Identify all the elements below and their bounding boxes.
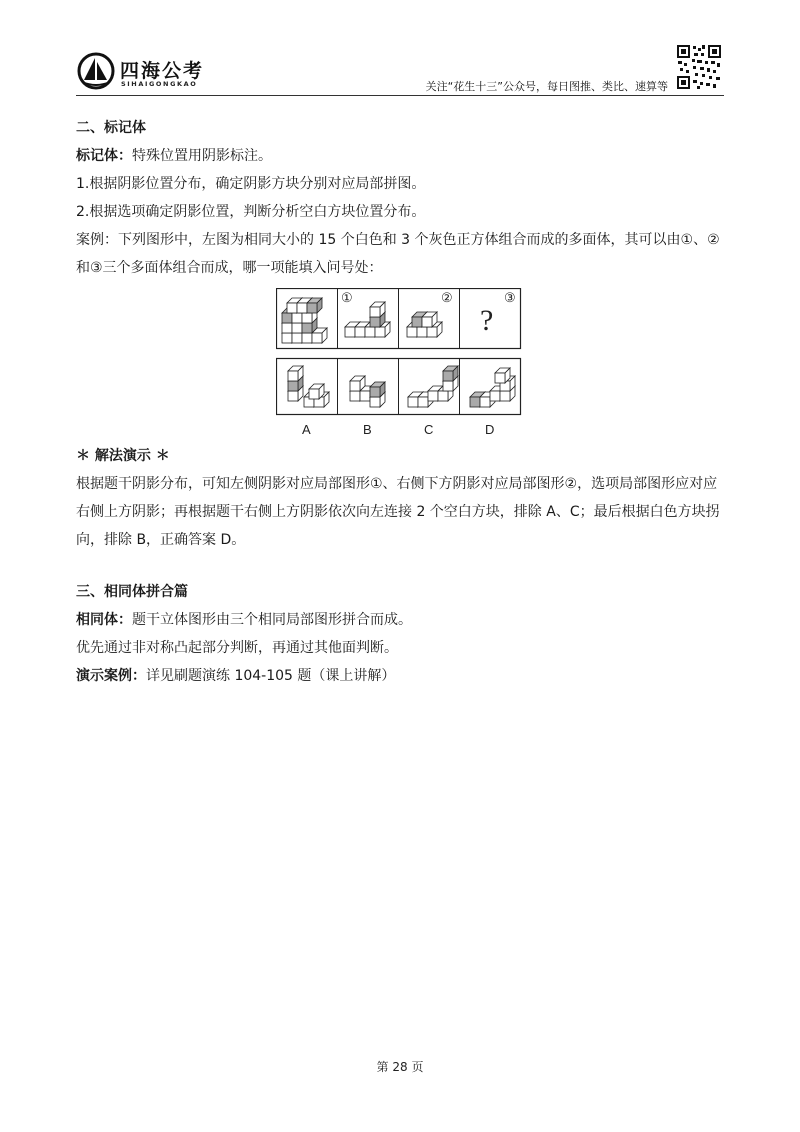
- definition-label: 标记体：: [76, 148, 132, 164]
- mark-3: ③: [504, 290, 516, 305]
- option-a-label[interactable]: A: [302, 422, 311, 437]
- option-c-label[interactable]: C: [424, 422, 434, 437]
- definition-marker-body: [76, 142, 726, 170]
- puzzle-figure: [276, 288, 522, 438]
- header-divider: [76, 95, 724, 96]
- definition-text: 题干立体图形由三个相同局部图形拼合而成。: [132, 612, 412, 628]
- step-2: 2.根据选项确定阴影位置，判断分析空白方块位置分布。: [76, 204, 426, 220]
- brand-name: 四海公考: [120, 60, 205, 82]
- option-b-label[interactable]: B: [363, 422, 372, 437]
- mark-2: ②: [441, 290, 453, 305]
- brand-pinyin: SIHAIGONGKAO: [121, 80, 198, 88]
- demo-label: 演示案例：: [76, 668, 146, 684]
- example-question: 案例：下列图形中，左图为相同大小的 15 个白色和 3 个灰色正方体组合而成的多面体，其可以由①、②和③三个多面体组合而成，哪一项能填入问号处：: [76, 232, 720, 276]
- definition-identical-body: [76, 606, 726, 634]
- page-number: 第 28 页: [376, 1060, 424, 1074]
- step-1: 1.根据阴影位置分布，确定阴影方块分别对应局部拼图。: [76, 176, 426, 192]
- mark-1: ①: [341, 290, 353, 305]
- definition-text: 特殊位置用阴影标注。: [132, 148, 272, 164]
- section-heading-marker-body: 二、标记体: [76, 120, 146, 136]
- page-content: [76, 112, 726, 690]
- demo-text: 详见刷题演练 104-105 题（课上讲解）: [146, 668, 396, 684]
- section-heading-identical-body: 三、相同体拼合篇: [76, 584, 188, 600]
- sailboat-logo-icon: [76, 52, 116, 90]
- solution-text: 根据题干阴影分布，可知左侧阴影对应局部图形①、右侧下方阴影对应局部图形②，选项局部图形应对应右侧上方阴影；再根据题干右侧上方阴影依次向左连接 2 个空白方块，排除 A、C；最后根据白色方块拐向，排除 B，正确答案 D。: [76, 476, 720, 548]
- header-slogan: 关注“花生十三”公众号，每日图推、类比、速算等: [425, 80, 668, 93]
- definition-label: 相同体：: [76, 612, 132, 628]
- solution-heading: ＊ 解法演示 ＊: [76, 448, 170, 464]
- spacer: [76, 554, 726, 576]
- question-mark: ?: [480, 304, 494, 337]
- qr-code-icon: [676, 44, 722, 90]
- page-header: [0, 0, 800, 100]
- option-d-label[interactable]: D: [485, 422, 495, 437]
- method-text: 优先通过非对称凸起部分判断，再通过其他面判断。: [76, 640, 398, 656]
- demo-case: [76, 662, 726, 690]
